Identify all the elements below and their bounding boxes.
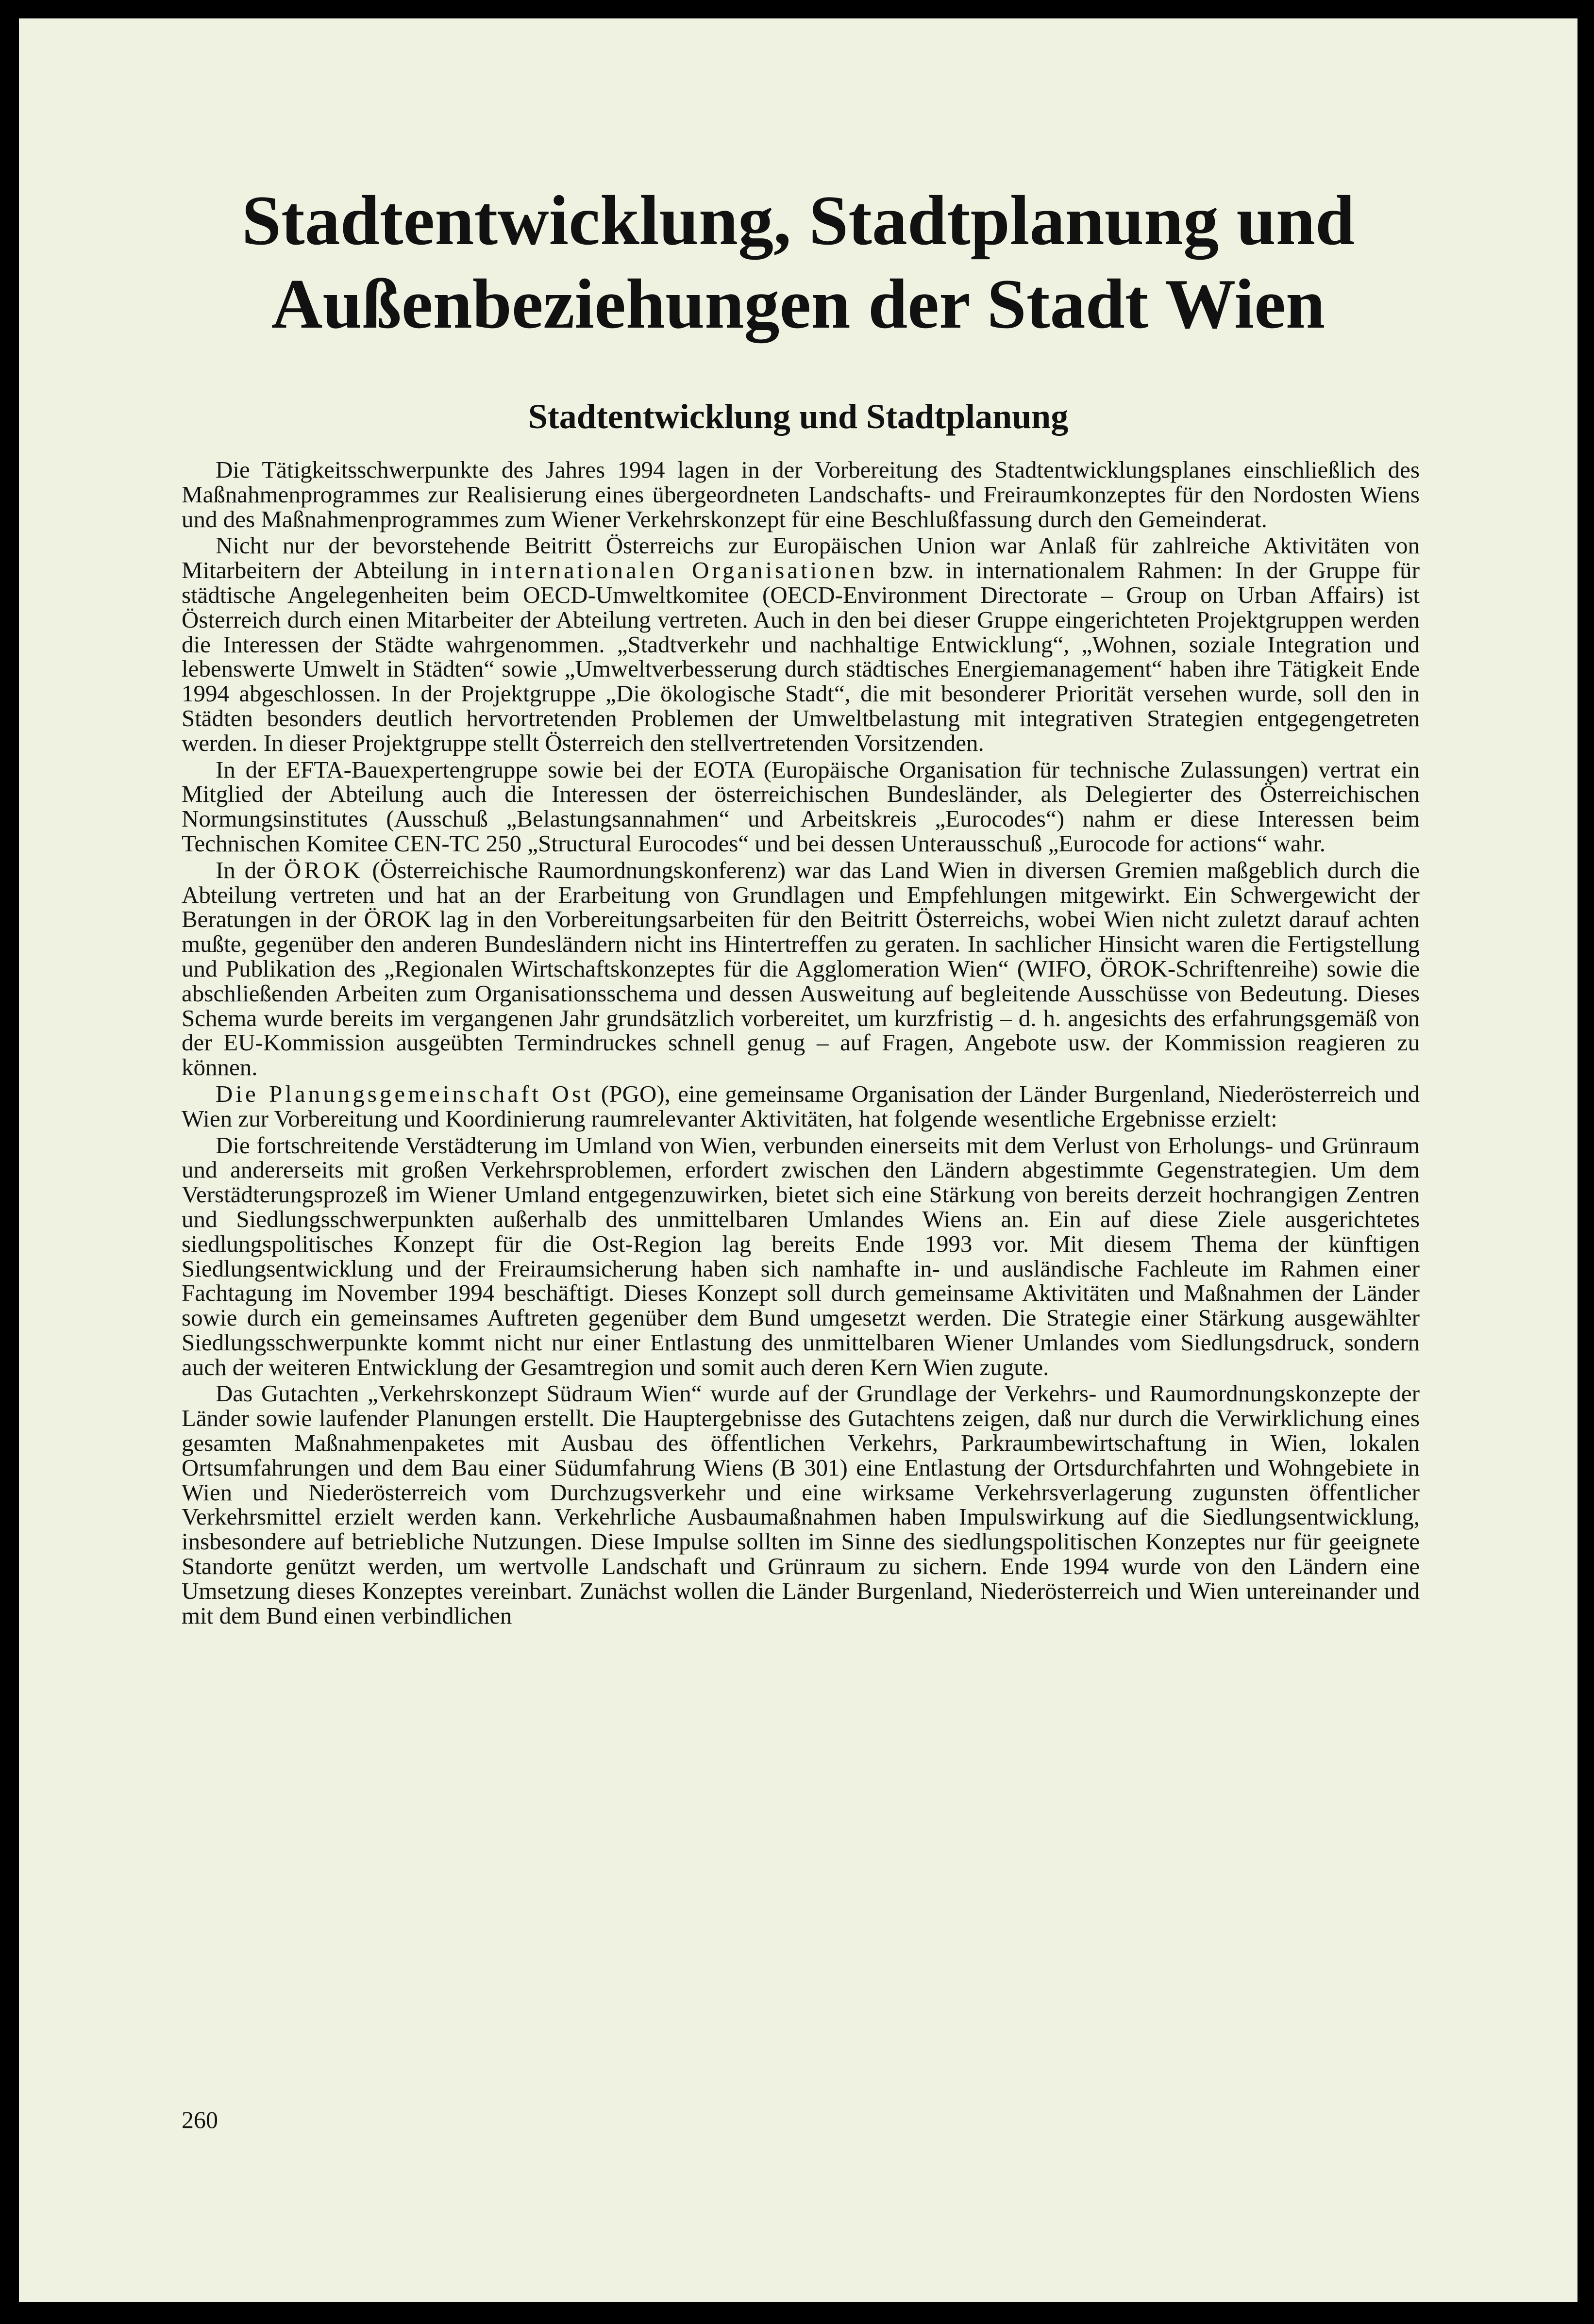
title-line-2: Außenbeziehungen der Stadt Wien (271, 265, 1326, 343)
paragraph-2-spaced: internationalen Organisationen (490, 557, 878, 584)
paragraph-4-spaced: ÖROK (284, 856, 363, 883)
paragraph-5 (182, 1082, 1420, 1131)
paragraph-2-part-a: Nicht nur der bevorstehende Beitritt Österreichs zur Europäischen Union war Anlaß für zahlreiche Aktivitäten von Mitarbeitern der Abteilung in (182, 532, 1420, 584)
paragraph-2 (182, 533, 1420, 755)
paragraph-2-part-b: bzw. in internationalem Rahmen: In der Gruppe für städtische Angelegenheiten beim OECD-Umweltkomitee (OECD-Environment Directorate – Group on Urban Affairs) ist Österreich durch einen Mitarbeiter der Abteilung vertreten. Auch in den bei dieser Gruppe eingerichteten Projektgruppen werden die Interessen der Städte wahrgenommen. „Stadtverkehr und nachhaltige Entwicklung“, „Wohnen, soziale Integration und lebenswerte Umwelt in Städten“ sowie „Umweltverbesserung durch städtisches Energiemanagement“ haben ihre Tätigkeit Ende 1994 abgeschlossen. In der Projektgruppe „Die ökologische Stadt“, die mit besonderer Priorität versehen wurde, soll den in Städten besonders deutlich hervortretenden Problemen der Umweltbelastung mit integrativen Strategien entgegengetreten werden. In dieser Projektgruppe stellt Österreich den stellvertretenden Vorsitzenden. (182, 557, 1420, 756)
page-number: 260 (182, 2106, 218, 2133)
section-title: Stadtentwicklung und Stadtplanung (528, 397, 1069, 436)
title-line-1: Stadtentwicklung, Stadtplanung und (241, 181, 1355, 260)
body-text (182, 458, 1420, 1630)
document-page (19, 18, 1577, 2302)
page-title (19, 179, 1577, 346)
paragraph-4 (182, 858, 1420, 1080)
paragraph-4-part-a: In der (216, 856, 284, 883)
paragraph-4-part-b: (Österreichische Raumordnungskonferenz) war das Land Wien in diversen Gremien maßgeblich durch die Abteilung vertreten und hat an der Erarbeitung von Grundlagen und Empfehlungen mitgewirkt. Ein Schwergewicht der Beratungen in der ÖROK lag in den Vorbereitungsarbeiten für den Beitritt Österreichs, wobei Wien nicht zuletzt darauf achten mußte, gegenüber den anderen Bundesländern nicht ins Hintertreffen zu geraten. In sachlicher Hinsicht waren die Fertigstellung und Publikation des „Regionalen Wirtschaftskonzeptes für die Agglomeration Wien“ (WIFO, ÖROK-Schriftenreihe) sowie die abschließenden Arbeiten zum Organisationsschema und dessen Ausweitung auf begleitende Ausschüsse von Bedeutung. Dieses Schema wurde bereits im vergangenen Jahr grundsätzlich vorbereitet, um kurzfristig – d. h. angesichts des erfahrungsgemäß von der EU-Kommission ausgeübten Termindruckes schnell genug – auf Fragen, Angebote usw. der Kommission reagieren zu können. (182, 856, 1420, 1081)
paragraph-3: In der EFTA-Bauexpertengruppe sowie bei der EOTA (Europäische Organisation für technische Zulassungen) vertrat ein Mitglied der Abteilung auch die Interessen der österreichischen Bundesländer, als Delegierter des Österreichischen Normungsinstitutes (Ausschuß „Belastungsannahmen“ und Arbeitskreis „Eurocodes“) nahm er diese Interessen beim Technischen Komitee CEN-TC 250 „Structural Eurocodes“ und bei dessen Unterausschuß „Eurocode for actions“ wahr. (182, 756, 1420, 857)
paragraph-7: Das Gutachten „Verkehrskonzept Südraum Wien“ wurde auf der Grundlage der Verkehrs- und Raumordnungskonzepte der Länder sowie laufender Planungen erstellt. Die Hauptergebnisse des Gutachtens zeigen, daß nur durch die Verwirklichung eines gesamten Maßnahmenpaketes mit Ausbau des öffentlichen Verkehrs, Parkraumbewirtschaftung in Wien, lokalen Ortsumfahrungen und dem Bau einer Südumfahrung Wiens (B 301) eine Entlastung der Ortsdurchfahrten und Wohngebiete in Wien und Niederösterreich vom Durchzugsverkehr und eine wirksame Verkehrsverlagerung zugunsten öffentlicher Verkehrsmittel erzielt werden kann. Verkehrliche Ausbaumaßnahmen haben Impulswirkung auf die Siedlungsentwicklung, insbesondere auf betriebliche Nutzungen. Diese Impulse sollten im Sinne des siedlungspolitischen Konzeptes nur für geeignete Standorte genützt werden, um wertvolle Landschaft und Grünraum zu sichern. Ende 1994 wurde von den Ländern eine Umsetzung dieses Konzeptes vereinbart. Zunächst wollen die Länder Burgenland, Niederösterreich und Wien untereinander und mit dem Bund einen verbindlichen (182, 1380, 1420, 1629)
paragraph-1: Die Tätigkeitsschwerpunkte des Jahres 1994 lagen in der Vorbereitung des Stadtentwicklungsplanes einschließlich des Maßnahmenprogrammes zur Realisierung eines übergeordneten Landschafts- und Freiraumkonzeptes für den Nordosten Wiens und des Maßnahmenprogrammes zum Wiener Verkehrskonzept für eine Beschlußfassung durch den Gemeinderat. (182, 456, 1420, 532)
paragraph-5-part-b: (PGO), eine gemeinsame Organisation der Länder Burgenland, Niederösterreich und Wien zur Vorbereitung und Koordinierung raumrelevanter Aktivitäten, hat folgende wesentliche Ergebnisse erzielt: (182, 1080, 1420, 1132)
paragraph-5-spaced: Die Planungsgemeinschaft Ost (216, 1080, 594, 1107)
paragraph-6: Die fortschreitende Verstädterung im Umland von Wien, verbunden einerseits mit dem Verlust von Erholungs- und Grünraum und andererseits mit großen Verkehrsproblemen, erfordert zwischen den Ländern abgestimmte Gegenstrategien. Um dem Verstädterungsprozeß im Wiener Umland entgegenzuwirken, bietet sich eine Stärkung von bereits derzeit hochrangigen Zentren und Siedlungsschwerpunkten außerhalb des unmittelbaren Umlandes Wiens an. Ein auf diese Ziele ausgerichtetes siedlungspolitisches Konzept für die Ost-Region lag bereits Ende 1993 vor. Mit diesem Thema der künftigen Siedlungsentwicklung und der Freiraumsicherung haben sich namhafte in- und ausländische Fachleute im Rahmen einer Fachtagung im November 1994 beschäftigt. Dieses Konzept soll durch gemeinsame Aktivitäten und Maßnahmen der Länder sowie durch ein gemeinsames Auftreten gegenüber dem Bund umgesetzt werden. Die Strategie einer Stärkung ausgewählter Siedlungsschwerpunkte kommt nicht nur einer Entlastung des unmittelbaren Wiener Umlandes vom Siedlungsdruck, sondern auch der weiteren Entwicklung der Gesamtregion und somit auch deren Kern Wien zugute. (182, 1131, 1420, 1380)
